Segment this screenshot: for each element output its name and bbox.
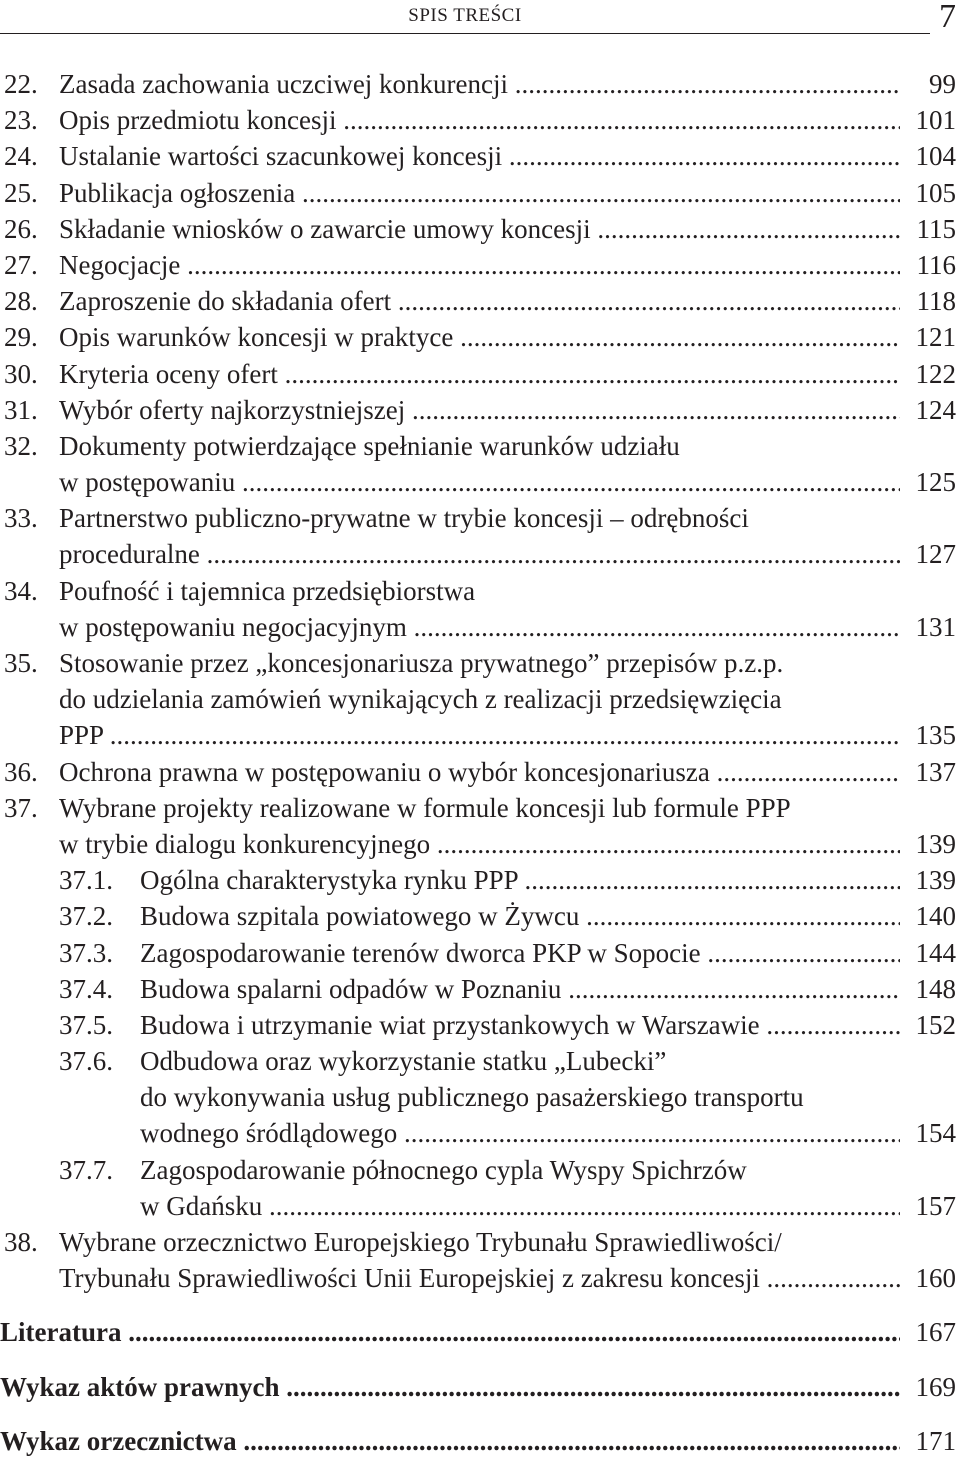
toc-line bbox=[0, 1224, 960, 1260]
toc-entry-title: w trybie dialogu konkurencyjnego ..... bbox=[59, 826, 900, 862]
toc-entry-title: Zaproszenie do składania ofert ..... bbox=[59, 283, 900, 319]
toc-entry-page: 157 bbox=[915, 1190, 956, 1221]
toc-entry[interactable] bbox=[0, 356, 960, 392]
toc-line bbox=[0, 681, 960, 717]
toc-entry[interactable] bbox=[0, 898, 960, 934]
toc-entry-title: do wykonywania usług publicznego pasażerskiego transportu bbox=[140, 1082, 804, 1113]
toc-entry-number: 32. bbox=[4, 430, 38, 461]
toc-entry-title: Składanie wniosków o zawarcie umowy koncesji ..... bbox=[59, 211, 900, 247]
toc-entry-title: Budowa szpitala powiatowego w Żywcu ..... bbox=[140, 898, 900, 934]
toc-line bbox=[0, 428, 960, 464]
toc-entry-title: Kryteria oceny ofert ..... bbox=[59, 356, 900, 392]
toc-line bbox=[0, 1188, 960, 1224]
toc-entry-number: 31. bbox=[4, 394, 38, 425]
toc-line bbox=[0, 1043, 960, 1079]
toc-entry-number: 37. bbox=[4, 792, 38, 823]
toc-entry-title: w Gdańsku ..... bbox=[140, 1188, 900, 1224]
toc-entry-page: 127 bbox=[915, 539, 956, 570]
toc-entry[interactable] bbox=[0, 1043, 960, 1152]
toc-entry-page: 116 bbox=[916, 249, 956, 280]
toc-entry-title: Opis przedmiotu koncesji ..... bbox=[59, 102, 900, 138]
toc-line bbox=[0, 247, 960, 283]
toc-section-title: Wykaz aktów prawnych ..... bbox=[0, 1369, 900, 1405]
toc-entry-page: 154 bbox=[915, 1118, 956, 1149]
toc-entry-title: Zagospodarowanie terenów dworca PKP w Sopocie ..... bbox=[140, 935, 900, 971]
toc-entry-number: 27. bbox=[4, 249, 38, 280]
toc-entry[interactable] bbox=[0, 247, 960, 283]
toc-entry-page: 131 bbox=[915, 611, 956, 642]
toc-entry[interactable] bbox=[0, 211, 960, 247]
table-of-contents bbox=[0, 66, 960, 1459]
toc-entry[interactable] bbox=[0, 102, 960, 138]
toc-entry-title: Ustalanie wartości szacunkowej koncesji ..... bbox=[59, 138, 900, 174]
toc-entry[interactable] bbox=[0, 500, 960, 572]
header-rule bbox=[0, 33, 930, 34]
toc-entry-title: Dokumenty potwierdzające spełnianie warunków udziału bbox=[59, 430, 680, 461]
toc-line bbox=[0, 500, 960, 536]
toc-line bbox=[0, 211, 960, 247]
toc-entry-page: 139 bbox=[915, 828, 956, 859]
toc-entry[interactable] bbox=[0, 138, 960, 174]
toc-entry-page: 101 bbox=[915, 105, 956, 136]
toc-entry-title: Wybrane orzecznictwo Europejskiego Trybunału Sprawiedliwości/ bbox=[59, 1227, 782, 1257]
toc-line bbox=[0, 1115, 960, 1151]
toc-entry-title: Budowa spalarni odpadów w Poznaniu ..... bbox=[140, 971, 900, 1007]
toc-line bbox=[0, 717, 960, 753]
toc-entry-number: 36. bbox=[4, 756, 38, 787]
toc-entry-page: 104 bbox=[915, 141, 956, 172]
toc-entry[interactable] bbox=[0, 935, 960, 971]
toc-entry-title: Opis warunków koncesji w praktyce ..... bbox=[59, 319, 900, 355]
toc-entry-number: 37.2. bbox=[59, 901, 113, 932]
toc-section-page: 171 bbox=[915, 1425, 956, 1456]
toc-entry[interactable] bbox=[0, 971, 960, 1007]
toc-line bbox=[0, 392, 960, 428]
toc-entry-page: 115 bbox=[916, 213, 956, 244]
toc-section-page: 169 bbox=[915, 1371, 956, 1402]
section-spacer bbox=[0, 1296, 960, 1314]
toc-line bbox=[0, 898, 960, 934]
toc-entry[interactable] bbox=[0, 428, 960, 500]
toc-section[interactable] bbox=[0, 1423, 960, 1459]
toc-entry-page: 140 bbox=[915, 901, 956, 932]
toc-entry[interactable] bbox=[0, 1152, 960, 1224]
toc-line bbox=[0, 790, 960, 826]
toc-entry-page: 99 bbox=[929, 69, 956, 99]
toc-line bbox=[0, 573, 960, 609]
toc-section-title: Wykaz orzecznictwa ..... bbox=[0, 1423, 900, 1459]
toc-entry[interactable] bbox=[0, 319, 960, 355]
toc-line bbox=[0, 283, 960, 319]
toc-entry[interactable] bbox=[0, 1007, 960, 1043]
toc-entry-title: Budowa i utrzymanie wiat przystankowych w Warszawie ..... bbox=[140, 1007, 900, 1043]
toc-entry-page: 148 bbox=[915, 973, 956, 1004]
toc-line bbox=[0, 971, 960, 1007]
running-header bbox=[0, 0, 960, 40]
toc-entry-page: 144 bbox=[915, 937, 956, 968]
toc-entry-number: 37.7. bbox=[59, 1154, 113, 1185]
toc-entry-number: 26. bbox=[4, 213, 38, 244]
toc-section[interactable] bbox=[0, 1369, 960, 1405]
toc-line bbox=[0, 754, 960, 790]
toc-entry[interactable] bbox=[0, 573, 960, 645]
toc-entry-title: wodnego śródlądowego ..... bbox=[140, 1115, 900, 1151]
toc-entry-number: 23. bbox=[4, 105, 38, 136]
toc-line bbox=[0, 464, 960, 500]
toc-entry-page: 139 bbox=[915, 865, 956, 896]
toc-section-title: Literatura ..... bbox=[0, 1314, 900, 1350]
toc-entry-number: 34. bbox=[4, 575, 38, 606]
toc-entry-number: 24. bbox=[4, 141, 38, 172]
toc-entry[interactable] bbox=[0, 645, 960, 754]
toc-line bbox=[0, 826, 960, 862]
toc-line bbox=[0, 1260, 960, 1296]
toc-entry-page: 124 bbox=[915, 394, 956, 425]
toc-entry-number: 25. bbox=[4, 177, 38, 208]
toc-entry-number: 37.5. bbox=[59, 1009, 113, 1040]
page-number: 7 bbox=[939, 0, 956, 35]
toc-entry-page: 160 bbox=[915, 1263, 956, 1294]
toc-line bbox=[0, 102, 960, 138]
toc-entry-number: 22. bbox=[4, 69, 38, 99]
toc-entry-title: w postępowaniu ..... bbox=[59, 464, 900, 500]
toc-entry-number: 30. bbox=[4, 358, 38, 389]
toc-entry[interactable] bbox=[0, 283, 960, 319]
toc-line bbox=[0, 1007, 960, 1043]
toc-entry-title: w postępowaniu negocjacyjnym ..... bbox=[59, 609, 900, 645]
toc-entry-number: 29. bbox=[4, 322, 38, 353]
toc-line bbox=[0, 66, 960, 102]
toc-entry-title: Poufność i tajemnica przedsiębiorstwa bbox=[59, 575, 476, 606]
toc-entry-title: Trybunału Sprawiedliwości Unii Europejskiej z zakresu koncesji ..... bbox=[59, 1260, 900, 1296]
toc-line bbox=[0, 356, 960, 392]
toc-entry-page: 137 bbox=[915, 756, 956, 787]
toc-line bbox=[0, 862, 960, 898]
toc-entry-title: Publikacja ogłoszenia ..... bbox=[59, 175, 900, 211]
toc-entry[interactable] bbox=[0, 862, 960, 898]
toc-entry-number: 28. bbox=[4, 286, 38, 317]
section-spacer bbox=[0, 1405, 960, 1423]
toc-entry-page: 105 bbox=[915, 177, 956, 208]
toc-entry-number: 37.4. bbox=[59, 973, 113, 1004]
toc-line bbox=[0, 935, 960, 971]
toc-line bbox=[0, 138, 960, 174]
toc-line bbox=[0, 609, 960, 645]
toc-line bbox=[0, 645, 960, 681]
toc-section-page: 167 bbox=[915, 1317, 956, 1348]
toc-entry-page: 135 bbox=[915, 720, 956, 751]
toc-entry[interactable] bbox=[0, 754, 960, 790]
toc-entry-number: 37.3. bbox=[59, 937, 113, 968]
toc-entry-number: 37.1. bbox=[59, 865, 113, 896]
toc-entry-title: Odbudowa oraz wykorzystanie statku „Lubecki” bbox=[140, 1046, 667, 1077]
toc-entry-title: Negocjacje ..... bbox=[59, 247, 900, 283]
toc-entry-number: 35. bbox=[4, 648, 38, 678]
toc-entry[interactable] bbox=[0, 1224, 960, 1296]
toc-entry[interactable] bbox=[0, 66, 960, 102]
toc-entry-number: 33. bbox=[4, 503, 38, 534]
toc-entry-number: 38. bbox=[4, 1227, 38, 1257]
toc-line bbox=[0, 1079, 960, 1115]
toc-entry[interactable] bbox=[0, 392, 960, 428]
toc-entry-page: 121 bbox=[915, 322, 956, 353]
toc-entry-page: 118 bbox=[916, 286, 956, 317]
toc-entry[interactable] bbox=[0, 175, 960, 211]
toc-line bbox=[0, 1152, 960, 1188]
toc-entry-page: 152 bbox=[915, 1009, 956, 1040]
toc-entry-page: 122 bbox=[915, 358, 956, 389]
toc-entry-title: Wybór oferty najkorzystniejszej ..... bbox=[59, 392, 900, 428]
section-spacer bbox=[0, 1351, 960, 1369]
header-title: SPIS TREŚCI bbox=[408, 5, 522, 26]
toc-entry-title: Partnerstwo publiczno-prywatne w trybie koncesji – odrębności bbox=[59, 503, 749, 534]
toc-entry-title: do udzielania zamówień wynikających z realizacji przedsięwzięcia bbox=[59, 684, 782, 715]
toc-line bbox=[0, 536, 960, 572]
toc-entry-title: Wybrane projekty realizowane w formule koncesji lub formule PPP bbox=[59, 792, 791, 823]
toc-line bbox=[0, 319, 960, 355]
toc-entry-title: PPP ..... bbox=[59, 717, 900, 753]
toc-entry-title: Ogólna charakterystyka rynku PPP ..... bbox=[140, 862, 900, 898]
toc-section[interactable] bbox=[0, 1314, 960, 1350]
toc-line bbox=[0, 175, 960, 211]
toc-entry[interactable] bbox=[0, 790, 960, 862]
toc-entry-title: Zasada zachowania uczciwej konkurencji ..... bbox=[59, 66, 900, 102]
toc-entry-page: 125 bbox=[915, 467, 956, 498]
toc-entry-title: Zagospodarowanie północnego cypla Wyspy Spichrzów bbox=[140, 1154, 747, 1185]
toc-entry-title: Ochrona prawna w postępowaniu o wybór koncesjonariusza ..... bbox=[59, 754, 900, 790]
toc-entry-number: 37.6. bbox=[59, 1046, 113, 1077]
toc-entry-title: proceduralne ..... bbox=[59, 536, 900, 572]
toc-entry-title: Stosowanie przez „koncesjonariusza prywatnego” przepisów p.z.p. bbox=[59, 648, 784, 678]
